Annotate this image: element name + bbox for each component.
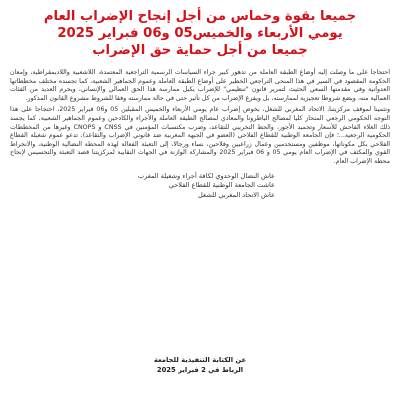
signature-block: [0, 355, 400, 375]
signatory: عن الكتابة التنفيذية للجامعة: [153, 356, 247, 364]
slogan-1: عاش النضال الوحدوي لكافة أجراء وشغيلة المغرب: [137, 171, 275, 180]
slogans: [10, 172, 390, 201]
slogan-2: عاشت الجامعة الوطنية للقطاع الفلاحي: [168, 181, 275, 190]
statement-body: [10, 69, 390, 167]
headline-line-3: جميعا من أجل حماية حق الإضراب: [92, 43, 308, 58]
paragraph-1: احتجاجا على ما وصلت إليه أوضاع الطبقة العاملة من تدهور كبير جراء السياسات الرسمية التراجعية المعتمدة، اللاشعبية واللاديمقراطية، وإمعان الحكومة المقصود في السير في هذا المنحى التراجعي الخطير على أوضاع الطبقة العاملة وعموم الجماهير الشعبية، كما تجسده مختلف مخططاتها العدوانية وفي مقدمتها السعي الحثيث لتمرير قانون "تنظيمي" للإضراب يكبل ممارسة هذا الحق العمالي والإنساني، ويحرم العديد من الفئات العمالية منه، ويضع شروطا تعجيزية لممارسته، بل ويفرغ الإضراب من كل تأثير حتى في حالة ممارسته وفقا للشروط مشروع القانون المذكور.: [10, 69, 390, 102]
slogan-3: عاش الاتحاد المغربي للشغل: [198, 190, 275, 199]
paragraph-2: وتثمينا لموقف مركزيتنا، الاتحاد المغربي للشغل، بخوض إضراب عام يومي الأربعاء والخميس المقبلين 05 و06 فبراير 2025، احتجاجا على هذا التوجه الحكومي الرجعي المنحاز كليا لمصالح الباطرونا والمعادي لمصالح الطبقة العاملة والأجراء والكادحين وعموم الجماهير الشعبية، كما يجسد ذلك الغلاء الفاحش للأسعار وتجميد الأجور، والحط التخريبي للتقاعد، وضرب مكتسبات المؤمنين في CNSS و CNOPS وغيرها من المخططات الحكومية الرجعية...؛ فإن الجامعة الوطنية للقطاع الفلاحي (العضو في الجبهة المغربية ضد قانوني الإضراب والتقاعد)، تدعو عموم شغيلة القطاع الفلاحي بكل مكوناتها، موظفين ومستخدمين وعمال زراعيين وفلاحين، نساء ورجالا، إلى التعبئة الفعالة لهذه المحطة النضالية الوطنية، والانخراط القوي والمكثف في الإضراب العام يومي 05 و 06 فبراير 2025 والمشاركة الوازنة في الجهات النقابية لمركزيتنا قصد التعبئة والتحسيس لإنجاح محطة الإضراب العام.: [10, 106, 391, 165]
headline: [10, 8, 390, 59]
headline-line-2: يومي الأربعاء والخميس05 و06 فبراير 2025: [57, 26, 343, 41]
date-line: الرباط في 2 فبراير 2025: [156, 366, 244, 374]
headline-line-1: جميعا بقوة وحماس من أجل إنجاح الإضراب العام: [43, 9, 357, 24]
